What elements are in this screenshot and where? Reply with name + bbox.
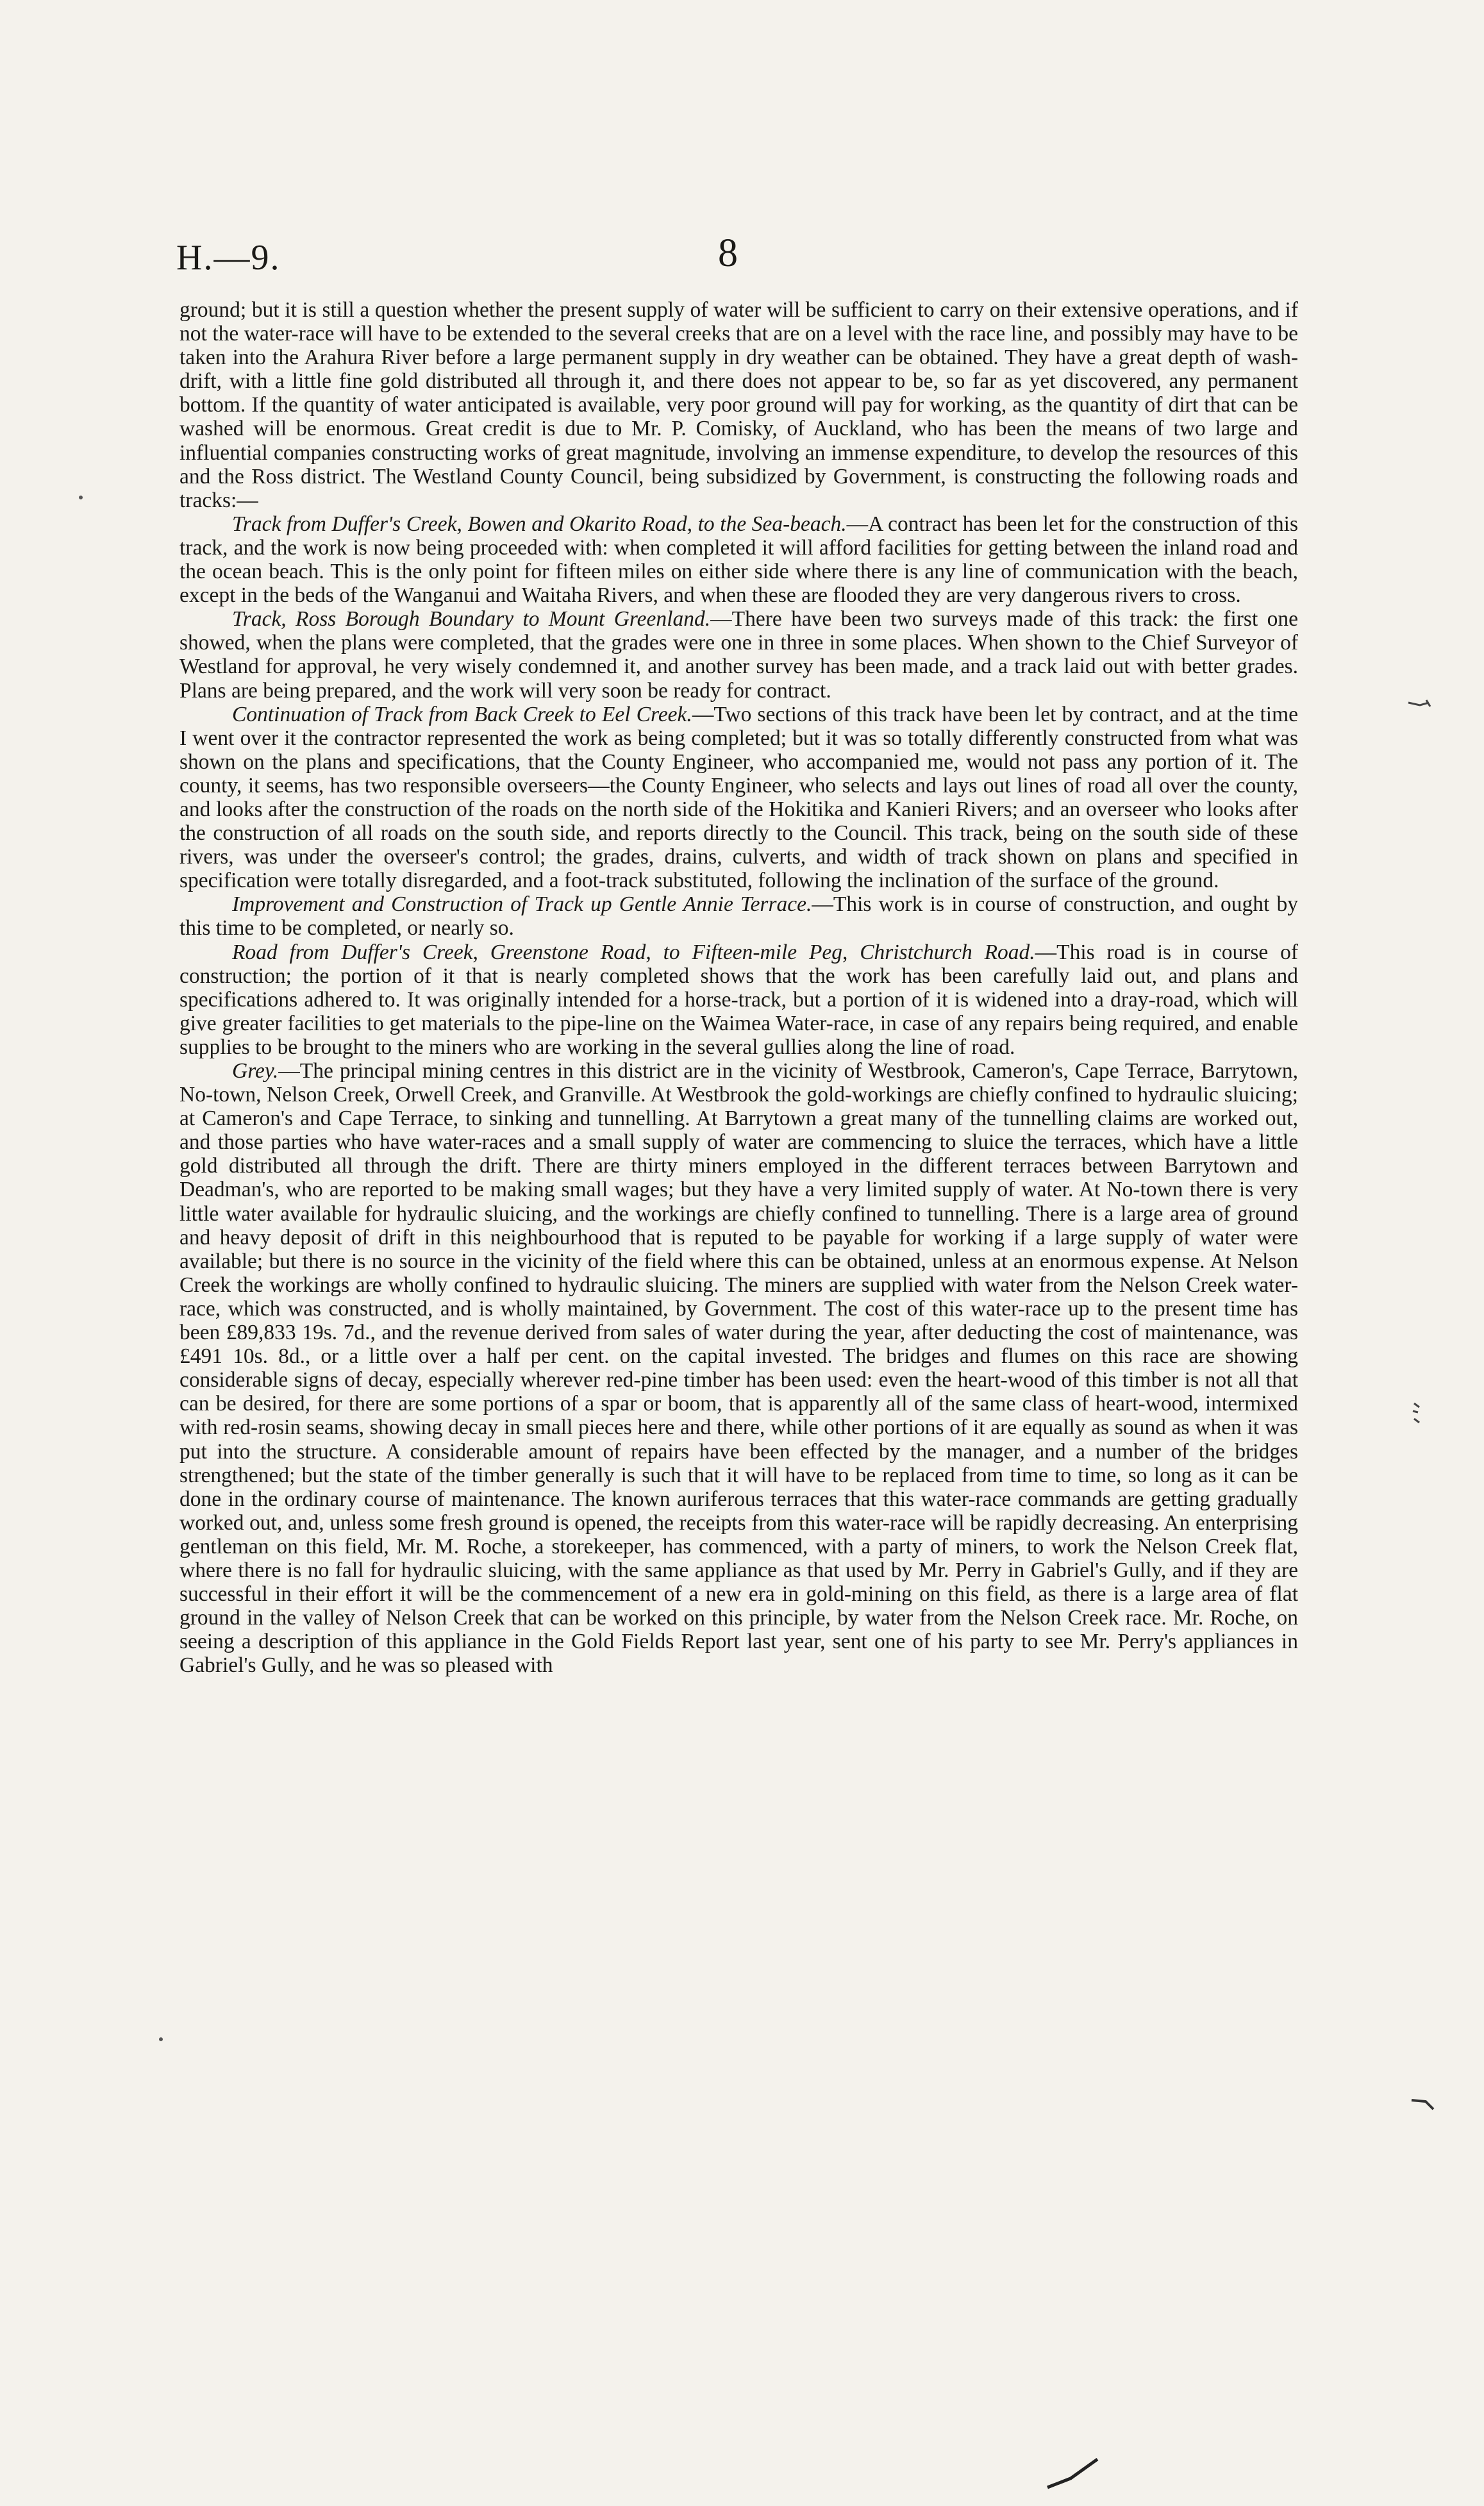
paragraph: [179, 607, 1298, 702]
scan-mark-icon: [77, 494, 85, 501]
scan-mark-icon: [1407, 699, 1433, 712]
paragraph: [179, 940, 1298, 1059]
paragraph-text: —A contract has been let for the construction of this track, and the work is now being proceeded with: when completed it will afford facilities for getting between the inland road and the ocean beach. This is the only point for fifteen miles on either side where there is any line of communication with the beach, except in the beds of the Wanganui and Waitaha Rivers, and when these are flooded they are very dangerous rivers to cross.: [179, 512, 1299, 608]
paragraph: [179, 892, 1298, 940]
paragraph: [179, 1059, 1298, 1677]
paragraph-heading: Continuation of Track from Back Creek to Eel Creek.: [232, 702, 692, 726]
scan-mark-icon: [1045, 2455, 1103, 2494]
paragraph: [179, 512, 1298, 607]
paragraph-text: —This work is in course of construction, and ought by this time to be completed, or nearly so.: [179, 892, 1298, 940]
paragraph-heading: Track from Duffer's Creek, Bowen and Okarito Road, to the Sea-beach.: [232, 512, 847, 536]
paragraph-text: —There have been two surveys made of this track: the first one showed, when the plans were completed, that the grades were one in three in some places. When shown to the Chief Surveyor of Westland for approval, he very wisely condemned it, and another survey has been made, and a track laid out with better grades. Plans are being prepared, and the work will very soon be ready for contract.: [179, 607, 1298, 703]
page-number: 8: [718, 231, 738, 275]
paragraph-heading: Track, Ross Borough Boundary to Mount Greenland.: [232, 607, 711, 631]
paragraph-text: —The principal mining centres in this district are in the vicinity of Westbrook, Cameron's, Cape Terrace, Barrytown, No-town, Nelson Creek, Orwell Creek, and Granville. At Westbrook the gold-workings are chiefly confined to hydraulic sluicing; at Cameron's and Cape Terrace, to sinking and tunnelling. At Barrytown a great many of the tunnelling claims are worked out, and those parties who have water-races and a small supply of water are commencing to sluice the terraces, which have a little gold distributed all through the drift. There are thirty miners employed in the different terraces between Barrytown and Deadman's, who are reported to be making small wages; but they have a very limited supply of water. At No-town there is very little water available for hydraulic sluicing, and the workings are chiefly confined to tunnelling. There is a large area of ground and heavy deposit of drift in this neighbourhood that is reputed to be payable for working if a large supply of water were available; but there is no source in the vicinity of the field where this can be obtained, unless at an enormous expense. At Nelson Creek the workings are wholly confined to hydraulic sluicing. The miners are supplied with water from the Nelson Creek water-race, which was constructed, and is wholly maintained, by Government. The cost of this water-race up to the present time has been £89,833 19s. 7d., and the revenue derived from sales of water during the year, after deducting the cost of maintenance, was £491 10s. 8d., or a little over a half per cent. on the capital invested. The bridges and flumes on this race are showing considerable signs of decay, especially wherever red-pine timber has been used: even the heart-wood of this timber is not all that can be desired, for there are some portions of a spar or boom, that is apparently all of the same class of heart-wood, intermixed with red-rosin seams, showing decay in small pieces here and there, while other portions of it are equally as sound as when it was put into the structure. A considerable amount of repairs have been effected by the manager, and a number of the bridges strengthened; but the state of the timber generally is such that it will have to be replaced from time to time, so long as it can be done in the ordinary course of maintenance. The known auriferous terraces that this water-race commands are getting gradually worked out, and, unless some fresh ground is opened, the receipts from this water-race will be rapidly decreasing. An enterprising gentleman on this field, Mr. M. Roche, a storekeeper, has commenced, with a party of miners, to work the Nelson Creek flat, where there is no fall for hydraulic sluicing, with the same appliance as that used by Mr. Perry in Gabriel's Gully, and if they are successful in their effort it will be the commencement of a new era in gold-mining on this field, as there is a large area of flat ground in the valley of Nelson Creek that can be worked on this principle, by water from the Nelson Creek race. Mr. Roche, on seeing a description of this appliance in the Gold Fields Report last year, sent one of his party to see Mr. Perry's appliances in Gabriel's Gully, and he was so pleased with: [179, 1059, 1298, 1678]
paragraph-text: —This road is in course of construction; the portion of it that is nearly completed shows that the work has been carefully laid out, and plans and specifications adhered to. It was originally intended for a horse-track, but a portion of it is widened into a dray-road, which will give greater facilities to get materials to the pipe-line on the Waimea Water-race, in case of any repairs being required, and enable supplies to be brought to the miners who are working in the several gullies along the line of road.: [179, 940, 1298, 1059]
report-series-label: H.—9.: [176, 238, 281, 278]
paragraph-heading: Improvement and Construction of Track up Gentle Annie Terrace.: [232, 892, 812, 917]
scan-mark-icon: [1410, 2096, 1436, 2112]
scan-mark-icon: [1410, 1401, 1423, 1426]
paragraph-heading: Road from Duffer's Creek, Greenstone Road, to Fifteen-mile Peg, Christchurch Road.: [232, 940, 1035, 964]
paragraph-heading: Grey.: [232, 1059, 279, 1083]
paragraph: [179, 703, 1298, 893]
paragraph-text: ground; but it is still a question whether the present supply of water will be sufficient to carry on their extensive operations, and if not the water-race will have to be extended to the several creeks that are on a level with the race line, and possibly may have to be taken into the Arahura River before a large permanent supply in dry weather can be obtained. They have a great depth of wash-drift, with a little fine gold distributed all through it, and there does not appear to be, so far as yet discovered, any permanent bottom. If the quantity of water anticipated is available, very poor ground will pay for working, as the quantity of dirt that can be washed will be enormous. Great credit is due to Mr. P. Comisky, of Auckland, who has been the means of two large and influential companies constructing works of great magnitude, involving an immense expenditure, to develop the resources of this and the Ross district. The Westland County Council, being subsidized by Government, is constructing the following roads and tracks:—: [179, 298, 1298, 512]
paragraph-text: —Two sections of this track have been let by contract, and at the time I went over it the contractor represented the work as being completed; but it was so totally differently constructed from what was shown on the plans and specifications, that the County Engineer, who accompanied me, would not pass any portion of it. The county, it seems, has two responsible overseers—the County Engineer, who selects and lays out lines of road all over the county, and looks after the construction of the roads on the north side of the Hokitika and Kanieri Rivers; and an overseer who looks after the construction of all roads on the south side, and reports directly to the Council. This track, being on the south side of these rivers, was under the overseer's control; the grades, drains, culverts, and width of track shown on plans and specified in specification were totally disregarded, and a foot-track substituted, following the inclination of the surface of the ground.: [179, 702, 1298, 893]
body-text: [179, 298, 1298, 1677]
paragraph: [179, 298, 1298, 512]
scan-mark-icon: [157, 2035, 165, 2043]
page-header: [176, 231, 1298, 288]
